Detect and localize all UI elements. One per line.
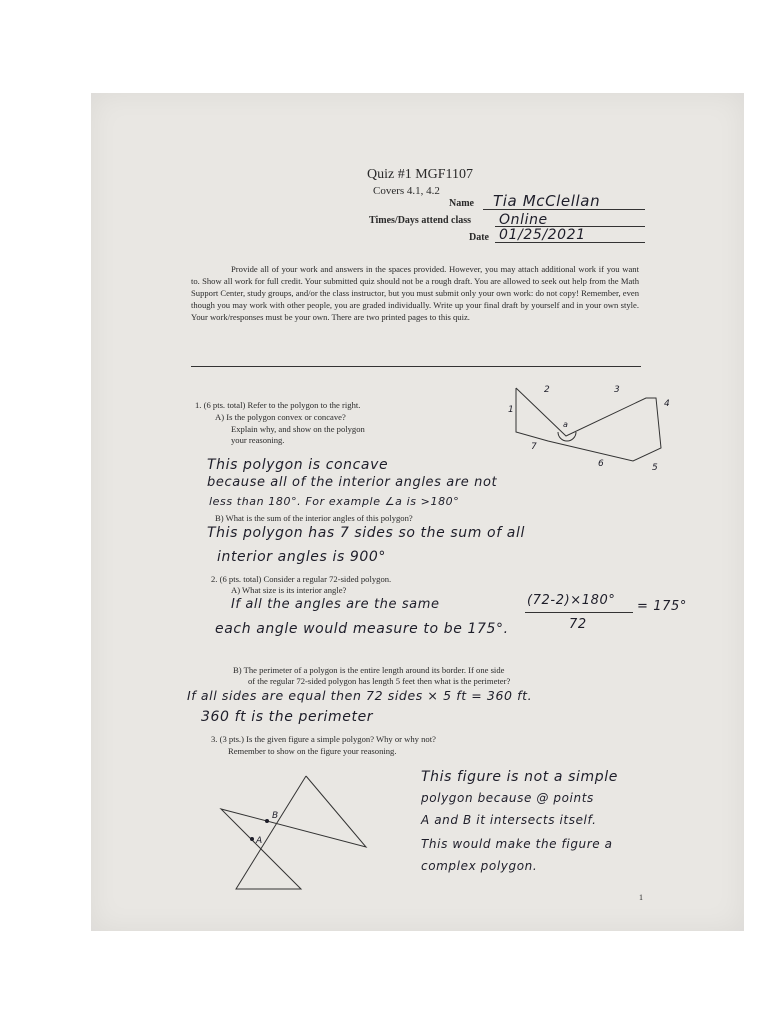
q2a-answer-line-2: each angle would measure to be 175°.: [215, 621, 509, 637]
side-label-5: 5: [652, 463, 659, 473]
point-b-label: B: [272, 811, 279, 821]
q1b-answer-line-1: This polygon has 7 sides so the sum of all: [207, 525, 525, 541]
q1a-explain: Explain why, and show on the polygon: [231, 424, 365, 434]
name-value: Tia McClellan: [493, 192, 601, 210]
polygon-outline: [516, 388, 661, 461]
q2b-answer-line-2: 360 ft is the perimeter: [201, 709, 374, 725]
times-value: Online: [499, 212, 548, 228]
q3-answer-line-3: A and B it intersects itself.: [421, 813, 597, 827]
side-label-2: 2: [544, 385, 551, 395]
quiz-covers: Covers 4.1, 4.2: [373, 185, 440, 197]
q3-prompt: 3. (3 pts.) Is the given figure a simple polygon? Why or why not?: [211, 734, 436, 744]
q1-prompt: 1. (6 pts. total) Refer to the polygon to the right.: [195, 400, 361, 410]
q1a-answer-line-2: because all of the interior angles are not: [207, 475, 498, 490]
quiz-title: Quiz #1 MGF1107: [367, 167, 474, 182]
side-label-3: 3: [614, 385, 621, 395]
side-label-6: 6: [598, 459, 605, 469]
side-label-1: 1: [508, 405, 515, 415]
q1a-answer-line-3: less than 180°. For example ∠a is >180°: [209, 495, 460, 508]
q2b-prompt-2: of the regular 72-sided polygon has length 5 feet then what is the perimeter?: [248, 676, 511, 686]
q2a-result: = 175°: [637, 599, 687, 614]
page-number: 1: [639, 893, 643, 902]
angle-a-arc: [558, 432, 576, 441]
times-label: Times/Days attend class: [369, 215, 472, 226]
q2a-answer-line-1: If all the angles are the same: [231, 597, 440, 612]
side-label-7: 7: [531, 442, 538, 452]
concave-polygon-figure: [506, 376, 676, 476]
q1a-prompt: A) Is the polygon convex or concave?: [215, 412, 346, 422]
figure-outline: [221, 776, 366, 889]
q3-answer-line-5: complex polygon.: [421, 859, 538, 873]
angle-a-label: a: [563, 420, 569, 429]
q1a-explain-2: your reasoning.: [231, 435, 285, 445]
side-label-4: 4: [664, 399, 671, 409]
q2a-prompt: A) What size is its interior angle?: [231, 585, 347, 595]
point-b-marker: [265, 819, 269, 823]
q2b-prompt-1: B) The perimeter of a polygon is the entire length around its border. If one side: [233, 665, 505, 675]
instructions-rule: [191, 366, 641, 367]
q3-answer-line-2: polygon because @ points: [421, 791, 594, 805]
name-label: Name: [449, 198, 474, 209]
q3-answer-line-1: This figure is not a simple: [421, 769, 618, 785]
q2a-fraction-numerator: (72-2)×180°: [527, 593, 616, 608]
q1b-answer-line-2: interior angles is 900°: [217, 549, 387, 565]
date-value: 01/25/2021: [499, 227, 586, 243]
quiz-page: [91, 93, 744, 931]
q1a-answer-line-1: This polygon is concave: [207, 457, 389, 473]
q3-prompt-2: Remember to show on the figure your reasoning.: [228, 746, 397, 756]
instructions: Provide all of your work and answers in the spaces provided. However, you may attach additional work if you want to. Show all work for full credit. Your submitted quiz should not be a rough draft. You are allowed to seek out help from the Math Support Center, study groups, and/or the class instructor, but you must submit only your own work: do not copy! Remember, even though you may work with other people, you are graded individually. Write up your final draft by yourself and in your own style. Your work/responses must be your own. There are two printed pages to this quiz.: [191, 264, 639, 323]
point-a-marker: [250, 837, 254, 841]
date-label: Date: [469, 232, 489, 243]
q2a-fraction-denominator: 72: [569, 617, 587, 632]
q2a-fraction-bar: [525, 612, 633, 613]
self-intersecting-figure: [216, 771, 376, 891]
q3-answer-line-4: This would make the figure a: [421, 837, 613, 851]
q2b-answer-line-1: If all sides are equal then 72 sides × 5 ft = 360 ft.: [187, 688, 533, 703]
q2-prompt: 2. (6 pts. total) Consider a regular 72-sided polygon.: [211, 574, 392, 584]
q1b-prompt: B) What is the sum of the interior angles of this polygon?: [215, 513, 413, 523]
point-a-label: A: [256, 836, 263, 846]
